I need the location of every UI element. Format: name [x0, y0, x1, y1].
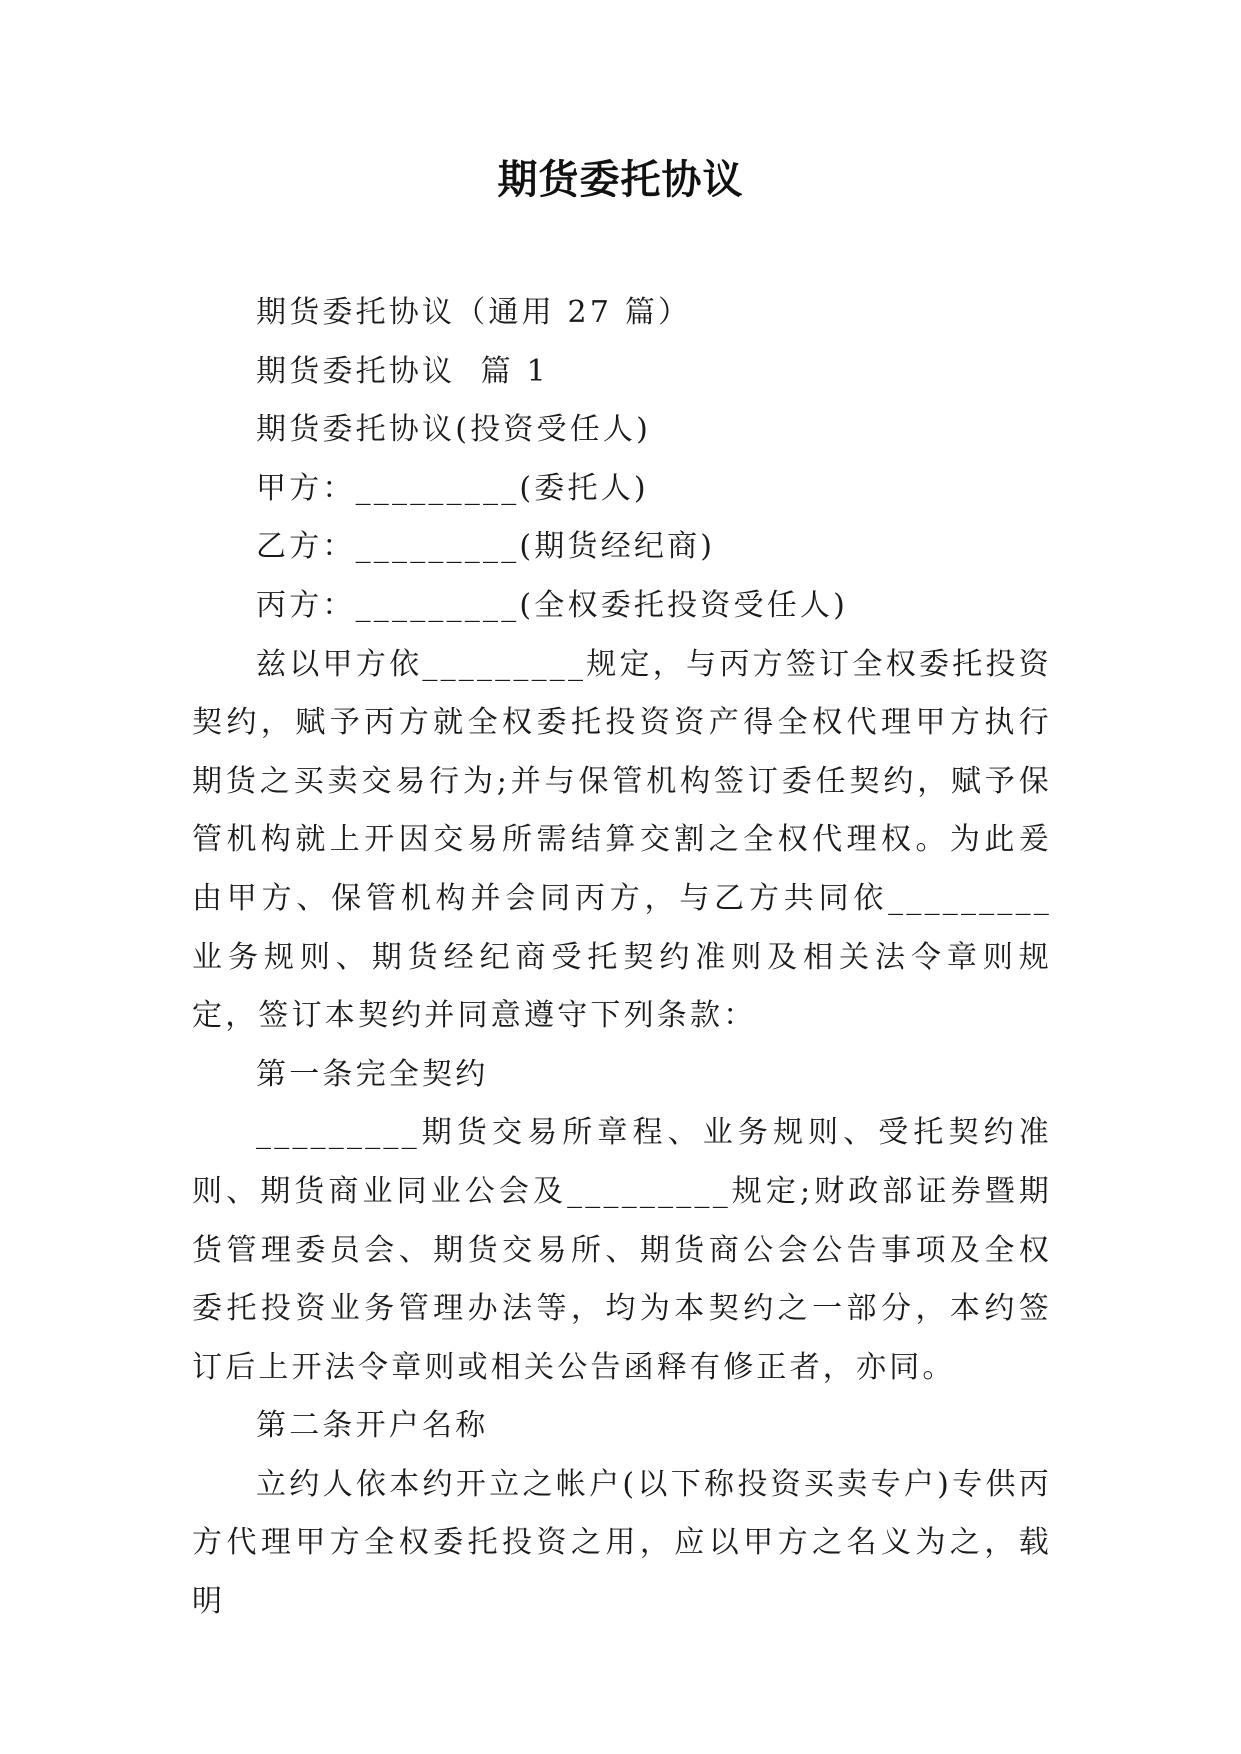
- section-heading: 期货委托协议 篇 1: [256, 353, 549, 389]
- preamble-paragraph: 兹以甲方依_________规定，与丙方签订全权委托投资契约，赋予丙方就全权委托投资资产得全权代理甲方执行期货之买卖交易行为;并与保管机构签订委任契约，赋予保管机构就上开因交易所需结算交割之全权代理权。为此爰由甲方、保管机构并会同丙方，与乙方共同依_________业务规则、期货经纪商受托契约准则及相关法令章则规定，签订本契约并同意遵守下列条款：: [192, 646, 1052, 1034]
- party-c-line: 丙方：_________(全权委托投资受任人): [256, 587, 849, 623]
- article-2-heading: 第二条开户名称: [256, 1408, 489, 1444]
- article-1-heading: 第一条完全契约: [256, 1056, 489, 1092]
- party-b-line: 乙方：_________(期货经纪商): [256, 529, 716, 565]
- document-title: 期货委托协议: [497, 157, 744, 203]
- article-1-paragraph: _________期货交易所章程、业务规则、受托契约准则、期货商业同业公会及_________规定;财政部证券暨期货管理委员会、期货交易所、期货商公会公告事项及全权委托投资业务管理办法等，均为本契约之一部分，本约签订后上开法令章则或相关公告函释有修正者，亦同。: [192, 1115, 1052, 1385]
- document-body: [192, 284, 1052, 1632]
- article-2-paragraph: 立约人依本约开立之帐户(以下称投资买卖专户)专供丙方代理甲方全权委托投资之用，应以甲方之名义为之，载明: [192, 1466, 1052, 1620]
- party-a-line: 甲方：_________(委托人): [256, 470, 649, 506]
- agreement-name: 期货委托协议(投资受任人): [256, 412, 652, 448]
- subtitle-line: 期货委托协议（通用 27 篇）: [256, 295, 692, 330]
